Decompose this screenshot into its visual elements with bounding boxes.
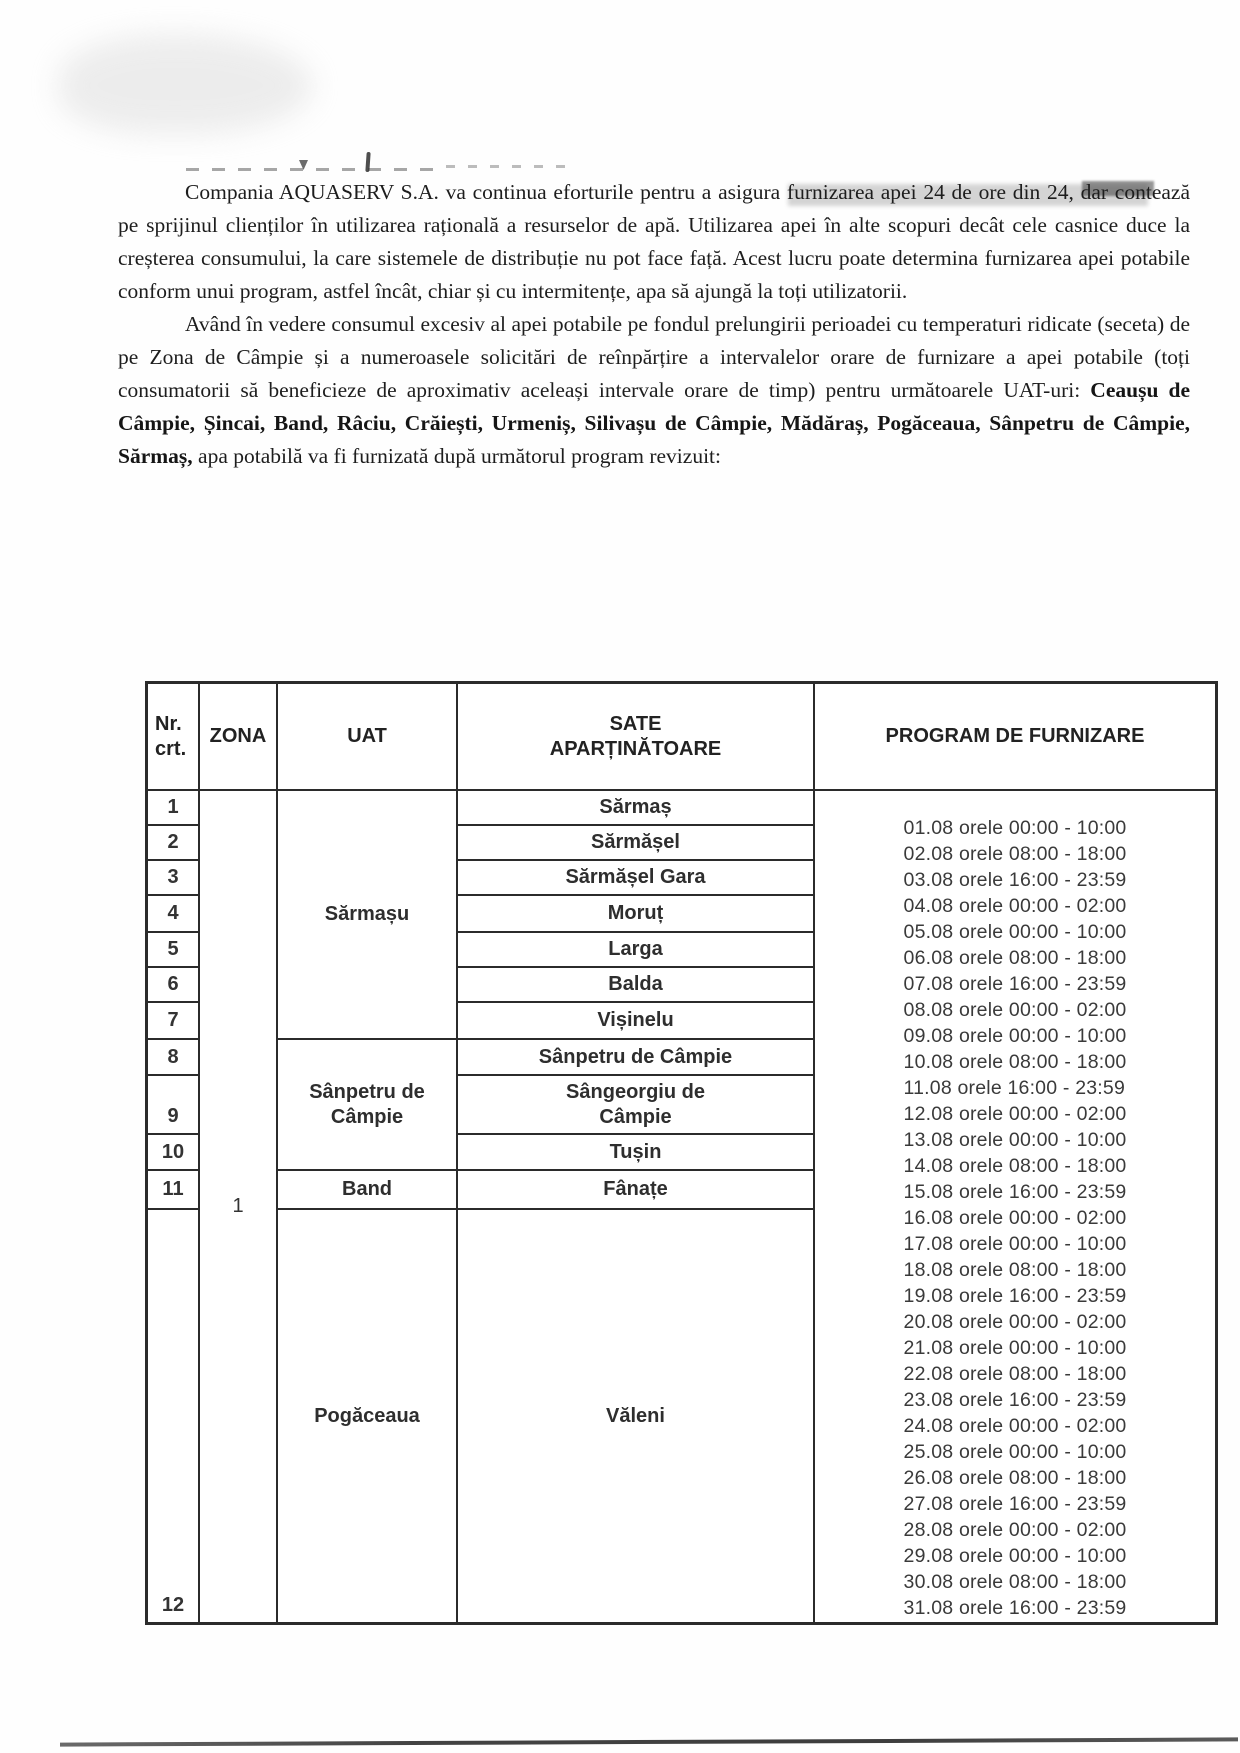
header-zona xyxy=(200,684,278,791)
sat-sarmasel: Sărmășel xyxy=(591,831,680,853)
program-line: 10.08 orele 08:00 - 18:00 xyxy=(903,1051,1127,1073)
sat-morut: Moruț xyxy=(607,902,664,924)
sat-cell-sarmas xyxy=(458,791,815,826)
program-line: 07.08 orele 16:00 - 23:59 xyxy=(903,973,1127,995)
nr-3: 3 xyxy=(167,866,179,888)
sat-sanpetru: Sânpetru de Câmpie xyxy=(538,1045,733,1068)
header-sate xyxy=(458,684,815,791)
header-program xyxy=(815,684,1215,791)
nr-cell-3 xyxy=(148,861,200,896)
program-schedule-list xyxy=(904,815,1127,1621)
nr-cell-12 xyxy=(148,1210,200,1622)
program-line: 29.08 orele 00:00 - 10:00 xyxy=(903,1545,1127,1567)
program-line: 01.08 orele 00:00 - 10:00 xyxy=(903,817,1127,839)
nr-1: 1 xyxy=(167,796,179,818)
nr-cell-8 xyxy=(148,1040,200,1076)
uat-sarmasu: Sărmașu xyxy=(324,903,410,925)
program-line: 08.08 orele 00:00 - 02:00 xyxy=(903,999,1127,1021)
program-line: 15.08 orele 16:00 - 23:59 xyxy=(903,1181,1127,1203)
scan-artifact-dashes-faint xyxy=(446,165,566,168)
nr-9: 9 xyxy=(167,1105,179,1127)
nr-cell-1 xyxy=(148,791,200,826)
program-line: 19.08 orele 16:00 - 23:59 xyxy=(903,1285,1127,1307)
uat-band: Band xyxy=(342,1178,392,1200)
header-uat xyxy=(278,684,458,791)
scan-artifact-dashes xyxy=(186,168,436,171)
program-line: 12.08 orele 00:00 - 02:00 xyxy=(903,1103,1127,1125)
paragraph-schedule-lead: Având în vedere consumul excesiv al apei potabile pe fondul prelungirii perioadei cu temperaturi ridicate (seceta) de pe Zona de Câmpie și a numeroasele solicitări de reînpărțire a intervalelor orare de furnizare a apei potabile (toți consumatorii să beneficieze de aproximativ aceleași intervale orare de timp) pentru următoarele UAT-uri: xyxy=(118,312,1190,402)
zona-cell xyxy=(200,791,278,1622)
zona-value: 1 xyxy=(232,1195,244,1217)
program-line: 18.08 orele 08:00 - 18:00 xyxy=(903,1259,1127,1281)
header-zona-label: ZONA xyxy=(209,725,267,747)
sat-visinelu: Vișinelu xyxy=(597,1009,674,1031)
program-line: 26.08 orele 08:00 - 18:00 xyxy=(903,1467,1127,1489)
nr-10: 10 xyxy=(161,1140,185,1163)
program-line: 31.08 orele 16:00 - 23:59 xyxy=(903,1597,1127,1619)
nr-5: 5 xyxy=(167,938,179,960)
sat-cell-larga xyxy=(458,933,815,968)
nr-6: 6 xyxy=(167,973,179,995)
program-line: 25.08 orele 00:00 - 10:00 xyxy=(903,1441,1127,1463)
uat-pogaceaua: Pogăceaua xyxy=(314,1404,420,1427)
nr-cell-4 xyxy=(148,896,200,933)
program-line: 22.08 orele 08:00 - 18:00 xyxy=(903,1363,1127,1385)
uat-cell-pogaceaua xyxy=(278,1210,458,1622)
uat-cell-band xyxy=(278,1171,458,1210)
sat-cell-fanate xyxy=(458,1171,815,1210)
uat-list-bold: Ceaușu de Câmpie, Șincai, Band, Râciu, Crăiești, Urmeniș, Silivașu de Câmpie, Mădăraș, Pogăceaua, Sânpetru de Câmpie, Sărmaș, xyxy=(118,378,1191,468)
program-line: 28.08 orele 00:00 - 02:00 xyxy=(903,1519,1127,1541)
sat-fanate: Fânațe xyxy=(603,1178,668,1200)
nr-7: 7 xyxy=(167,1009,179,1031)
document-body xyxy=(118,176,1190,473)
sat-valeni: Văleni xyxy=(606,1404,665,1427)
header-nr-crt-label: Nr. crt. xyxy=(155,712,187,760)
nr-cell-10 xyxy=(148,1135,200,1171)
sat-cell-tusin xyxy=(458,1135,815,1171)
program-line: 05.08 orele 00:00 - 10:00 xyxy=(903,921,1127,943)
program-line: 20.08 orele 00:00 - 02:00 xyxy=(903,1311,1127,1333)
nr-cell-6 xyxy=(148,968,200,1003)
program-line: 23.08 orele 16:00 - 23:59 xyxy=(903,1389,1127,1411)
program-line: 02.08 orele 08:00 - 18:00 xyxy=(903,843,1127,865)
program-line: 04.08 orele 00:00 - 02:00 xyxy=(903,895,1127,917)
program-line: 16.08 orele 00:00 - 02:00 xyxy=(903,1207,1127,1229)
sat-cell-visinelu xyxy=(458,1003,815,1040)
paragraph-intro: Compania AQUASERV S.A. va continua eforturile pentru a asigura furnizarea apei 24 de ore din 24, dar contează pe sprijinul clienților în utilizarea rațională a resurselor de apă. Utilizarea apei în alte scopuri decât cele casnice duce la creșterea consumului, la care sistemele de distribuție nu pot face față. Acest lucru poate determina furnizarea apei potabile conform unui program, astfel încât, chiar și cu intermitențe, apa să ajungă la toți utilizatorii. xyxy=(118,180,1190,303)
sat-balda: Balda xyxy=(608,973,663,995)
program-line: 30.08 orele 08:00 - 18:00 xyxy=(903,1571,1127,1593)
program-line: 27.08 orele 16:00 - 23:59 xyxy=(903,1493,1127,1515)
uat-cell-sarmasu xyxy=(278,791,458,1040)
sat-sarmasel-gara: Sărmășel Gara xyxy=(565,866,706,888)
sat-tusin: Tușin xyxy=(609,1140,662,1163)
program-line: 24.08 orele 00:00 - 02:00 xyxy=(903,1415,1127,1437)
program-line: 03.08 orele 16:00 - 23:59 xyxy=(903,869,1127,891)
sat-cell-sarmasel xyxy=(458,826,815,861)
program-cell xyxy=(815,791,1215,1622)
header-uat-label: UAT xyxy=(347,725,387,747)
program-line: 11.08 orele 16:00 - 23:59 xyxy=(903,1077,1126,1099)
paragraph-schedule xyxy=(118,308,1190,473)
header-sate-label: SATE APARȚINĂTOARE xyxy=(549,712,722,760)
sat-sarmas: Sărmaș xyxy=(599,796,672,818)
nr-12: 12 xyxy=(161,1594,185,1616)
sat-cell-sangeorgiu xyxy=(458,1076,815,1135)
header-program-label: PROGRAM DE FURNIZARE xyxy=(885,725,1145,747)
scan-smudge xyxy=(58,34,313,134)
nr-11: 11 xyxy=(162,1178,184,1200)
header-nr-crt xyxy=(148,684,200,791)
water-supply-schedule-table xyxy=(145,681,1218,1625)
nr-cell-11 xyxy=(148,1171,200,1210)
program-line: 13.08 orele 00:00 - 10:00 xyxy=(903,1129,1127,1151)
sat-cell-morut xyxy=(458,896,815,933)
nr-cell-5 xyxy=(148,933,200,968)
uat-cell-sanpetru xyxy=(278,1040,458,1171)
nr-cell-2 xyxy=(148,826,200,861)
sat-cell-valeni xyxy=(458,1210,815,1622)
nr-cell-7 xyxy=(148,1003,200,1040)
sat-sangeorgiu: Sângeorgiu de Câmpie xyxy=(566,1080,705,1128)
program-line: 21.08 orele 00:00 - 10:00 xyxy=(903,1337,1127,1359)
sat-cell-sarmasel-gara xyxy=(458,861,815,896)
program-line: 06.08 orele 08:00 - 18:00 xyxy=(903,947,1127,969)
program-line: 14.08 orele 08:00 - 18:00 xyxy=(903,1155,1127,1177)
program-line: 17.08 orele 00:00 - 10:00 xyxy=(903,1233,1127,1255)
uat-sanpetru: Sânpetru de Câmpie xyxy=(309,1080,425,1128)
sat-cell-balda xyxy=(458,968,815,1003)
sat-cell-sanpetru xyxy=(458,1040,815,1076)
scan-bottom-bar xyxy=(60,1737,1238,1746)
program-line: 09.08 orele 00:00 - 10:00 xyxy=(903,1025,1127,1047)
nr-cell-9 xyxy=(148,1076,200,1135)
paragraph-schedule-tail: apa potabilă va fi furnizată după următorul program revizuit: xyxy=(192,444,721,468)
sat-larga: Larga xyxy=(608,938,663,960)
nr-4: 4 xyxy=(167,902,179,924)
nr-8: 8 xyxy=(167,1045,179,1068)
nr-2: 2 xyxy=(167,831,179,853)
